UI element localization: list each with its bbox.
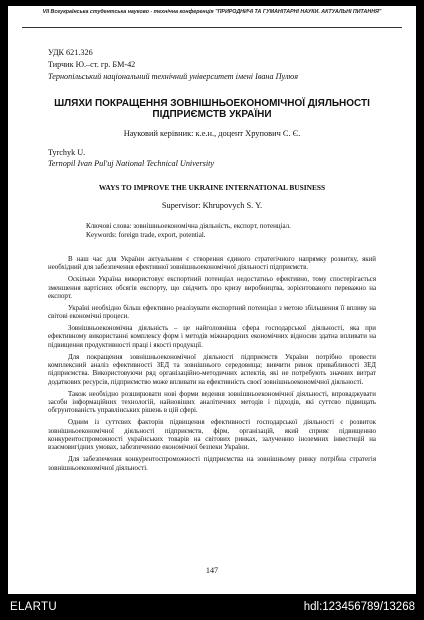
header-divider xyxy=(22,27,402,28)
affiliation-ua: Тернопільський національний технічний університет імені Івана Пулюя xyxy=(48,72,299,81)
author-en: Tyrchyk U. xyxy=(48,148,86,157)
paper-title-ua: ШЛЯХИ ПОКРАЩЕННЯ ЗОВНІШНЬОЕКОНОМІЧНОЇ ДІЯЛЬНОСТІ ПІДПРИЄМСТВ УКРАЇНИ xyxy=(54,98,370,120)
paragraph: Зовнішньоекономічна діяльність – це найголовніша сфера господарської діяльності, яка при ефективному використанні комплексу форм і методів міжнародних економічних відносин здатна впливати на підвищення продуктивності праці і якості продукції. xyxy=(48,325,376,349)
paragraph: Оскільки Україна використовує експортний потенціал недостатньо ефективно, тому спостерігається зменшення вартісних обсягів експорту, що свідчить про кризу виробництва, зорієнтованого переважно на експорт. xyxy=(48,276,376,301)
paragraph: Також необхідно розширювати нові форми ведення зовнішньоекономічної діяльності, впроваджувати засоби інформаційних технологій, найновіших аналітичних методів і підходів, які суттєво підвищать обгрунтованість управлінських рішень в цій сфері. xyxy=(48,390,376,415)
body-text xyxy=(48,256,376,476)
supervisor-en: Supervisor: Khrupovych S. Y. xyxy=(161,201,263,210)
handle-identifier[interactable]: hdl:123456789/13268 xyxy=(303,601,415,613)
paper-title-en: WAYS TO IMPROVE THE UKRAINE INTERNATIONAL BUSINESS xyxy=(98,183,326,192)
paragraph: В наш час для України актуальним є створення єдиного стратегічного напрямку розвитку, який необхідний для забезпечення ефективної зовнішньоекономічної діяльності підприємств. xyxy=(48,256,376,272)
author-ua: Тирчик Ю.–ст. гр. БМ-42 xyxy=(48,60,136,69)
repository-label: ELARTU xyxy=(10,601,57,613)
document-page xyxy=(8,6,416,594)
paragraph: Для покращення зовнішньоекономічної діяльності підприємств України потрібно провести комплексний аналіз ефективності ЗЕД та зовнішнього середовища; вивчити ринок привабливості ЗЕД підприємства. Використовуючи ряд організаційно-методичних аспектів, які не потребують значних витрат додаткових ресурсів, підприємство може впливати на ефективність своєї зовнішньоекономічної діяльності. xyxy=(48,353,376,386)
udc-code: УДК 621.326 xyxy=(48,48,93,57)
page-number: 147 xyxy=(205,566,219,575)
paragraph: Одним із суттєвих факторів підвищення ефективності господарської діяльності є розвиток зовнішньоекономічної діяльності підприємств, фірм, організацій, який сприяє підвищенню конкурентоспроможності українських товарів на світових ринках, залученню іноземних інвестицій на взаємовигідних умовах, забезпеченню економічної безпеки України. xyxy=(48,419,376,452)
keywords-ua: Ключові слова: зовнішньоекономічна діяльність, експорт, потенціал. xyxy=(86,222,291,230)
supervisor-ua: Науковий керівник: к.е.н., доцент Хрупович С. Є. xyxy=(123,129,301,138)
affiliation-en: Ternopil Ivan Pul'uj National Technical University xyxy=(48,159,215,168)
conference-header: VII Всеукраїнська студентська науково - технічна конференція "ПРИРОДНИЧІ ТА ГУМАНІТАРНІ НАУКИ. АКТУАЛЬНІ ПИТАННЯ" xyxy=(42,9,382,15)
paragraph: Україні необхідно більш ефективно реалізувати експортний потенціал з метою збільшення її впливу на світові економічні процеси. xyxy=(48,304,376,321)
paragraph: Для забезпечення конкурентоспроможності підприємства на зовнішньому ринку потрібна стратегія зовнішньоекономічної діяльності. xyxy=(48,456,376,472)
keywords-en: Keywords: foreign trade, export, potential. xyxy=(86,231,206,239)
